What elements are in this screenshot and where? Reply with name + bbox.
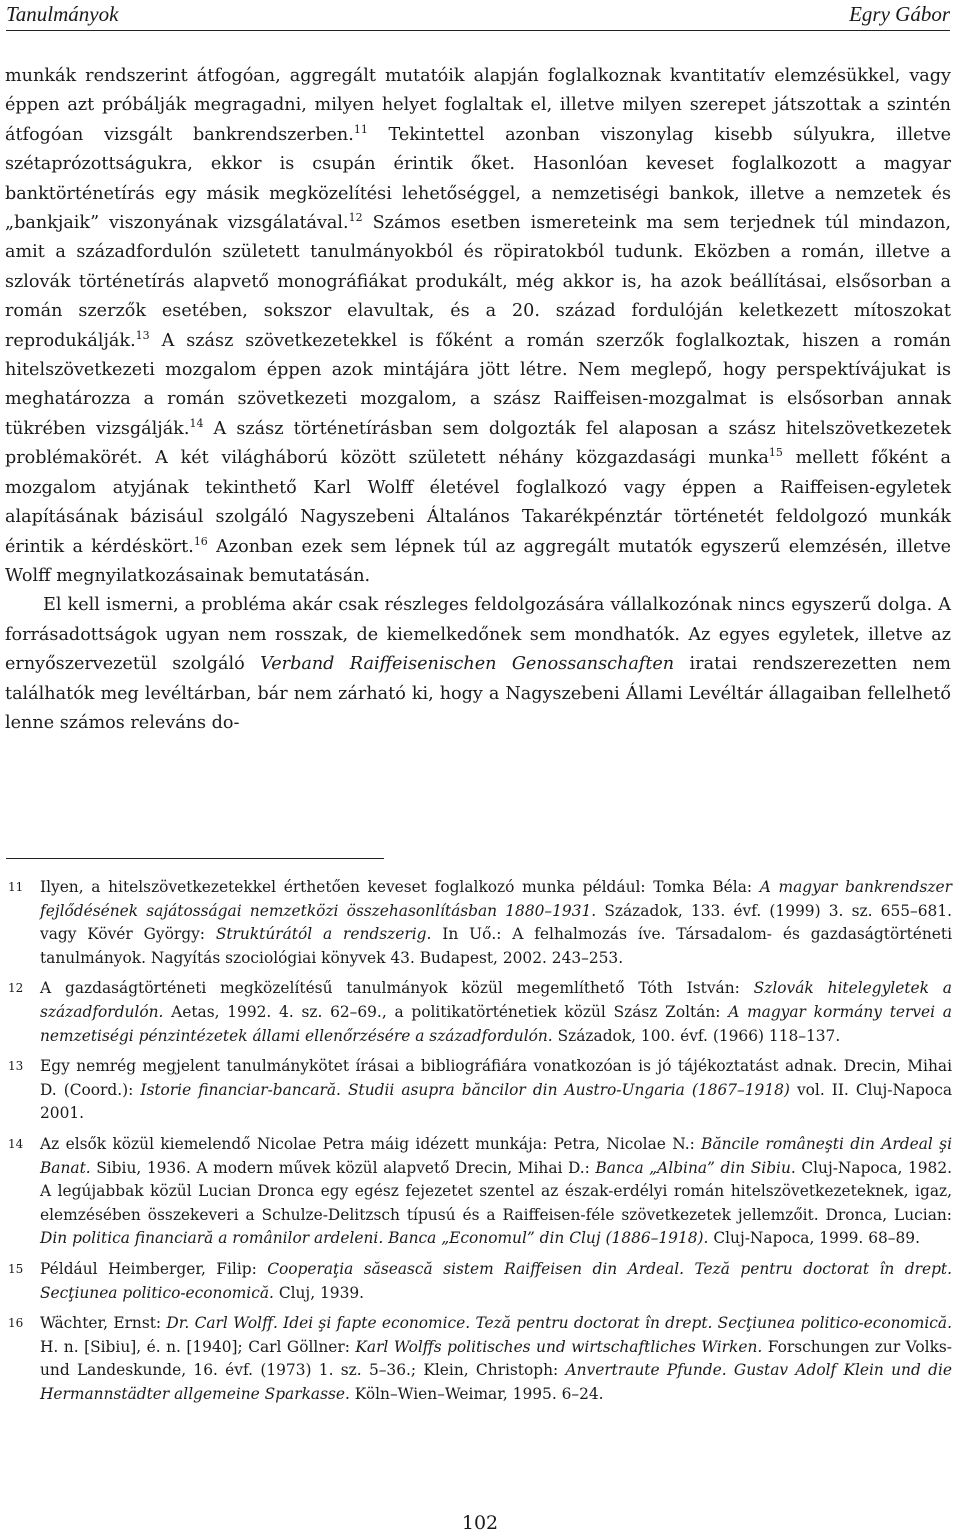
text-run: mellett főként a mozgalom atyjának tekinthető Karl Wolff életével foglalkozó vagy éppen a Raiffeisen-egyletek alapításának bázisául szolgáló Nagyszebeni Általános Takarékpénztár történetét feldolgozó munkák érintik a kérdéskört. (5, 448, 951, 557)
footnote-item (6, 1133, 952, 1251)
text-run: Cluj, 1939. (273, 1283, 365, 1302)
footnote-item (6, 876, 952, 970)
footnote-item (6, 1055, 952, 1126)
header-author-name: Egry Gábor (849, 2, 950, 26)
footnote-separator (6, 858, 384, 859)
text-run: Cluj-Napoca, 1982. A legújabbak közül Lucian Dronca egy egész fejezetet szentel az észak-erdélyi román hitelszövetkezeteknek, igaz, elemzésében összekeveri a Schulze-Delitzsch típusú és a Raiffeisen-féle szövetkezetek jellemzőit. Dronca, Lucian: (40, 1158, 952, 1224)
text-run: Egy nemrég megjelent tanulmánykötet írásai a bibliográfiára vonatkozóan is jó tájékoztatást adnak. Drecin, Mihai D. (Coord.): (40, 1057, 952, 1099)
italic-text: Istorie financiar-bancară. Studii asupra băncilor din Austro-Ungaria (1867–1918) (140, 1080, 790, 1099)
italic-text: Banca „Albina” din Sibiu. (595, 1158, 796, 1177)
text-run: vol. II. Cluj-Napoca 2001. (40, 1080, 952, 1123)
header-section-title: Tanulmányok (6, 2, 119, 26)
footnote-reference[interactable]: 12 (348, 211, 363, 225)
footnote-reference[interactable]: 11 (353, 122, 368, 136)
footnote-item (6, 1312, 952, 1406)
footnotes-section (6, 876, 952, 1413)
running-header (6, 0, 950, 31)
page-number: 102 (461, 1512, 499, 1534)
footnote-reference[interactable]: 15 (768, 446, 783, 460)
italic-text: Szlovák hitelegyletek a századfordulón. (40, 979, 952, 1021)
footnote-number: 14 (8, 1136, 24, 1151)
italic-text: Din politica financiară a românilor ardeleni. Banca „Economul” din Cluj (1886–1918). (40, 1229, 709, 1248)
italic-text: A magyar kormány tervei a nemzetiségi pénzintézetek állami ellenőrzésére a századfordulón. (40, 1002, 952, 1045)
text-run: Ilyen, a hitelszövetkezetekkel érthetően keveset foglalkozó munka például: Tomka Béla: (40, 878, 760, 896)
italic-text: Băncile româneşti din Ardeal şi Banat. (40, 1134, 952, 1177)
text-run: Cluj-Napoca, 1999. 68–89. (708, 1229, 920, 1248)
text-run: Századok, 133. évf. (1999) 3. sz. 655–681. vagy Kövér György: (40, 901, 953, 944)
text-run: Sibiu, 1936. A modern művek közül alapvető Drecin, Mihai D.: (90, 1158, 596, 1177)
text-run: Például Heimberger, Filip: (40, 1259, 268, 1278)
text-run: H. n. [Sibiu], é. n. [1940]; Carl Göllner: (40, 1337, 356, 1356)
footnote-number: 12 (8, 981, 24, 996)
text-run: A gazdaságtörténeti megközelítésű tanulmányok közül megemlíthető Tóth István: (40, 979, 754, 998)
text-run: munkák rendszerint átfogóan, aggregált mutatóik alapján foglalkoznak kvantitatív elemzésükkel, vagy éppen azt próbálják megragadni, milyen helyet foglaltak el, illetve milyen szerepet játszottak a szintén átfogóan vizsgált bankrendszerben. (5, 66, 951, 145)
text-run: Tekintettel azonban viszonylag kisebb súlyukra, illetve szétaprózottságukra, ekkor is csupán érintik őket. Hasonlóan keveset foglalkozott a magyar banktörténetírás egy másik megközelítési lehetőséggel, a nemzetiségi bankok, illetve a nemzetek és „bankjaik” viszonyának vizsgálatával. (5, 124, 951, 234)
text-run: Számos esetben ismereteink ma sem terjednek túl mindazon, amit a századfordulón született tanulmányokból és röpiratokból tudunk. Eközben a román, illetve a szlovák történetírás alapvető monográfiákat produkált, még akkor is, ha azok beállításai, elsősorban a román szerzők esetében, sokszor elavultak, és a 20. század fordulóján keletkezett mítoszokat reprodukálják. (5, 213, 951, 351)
italic-text: Cooperaţia săsească sistem Raiffeisen din Ardeal. Teză pentru doctorat în drept. Secţiunea politico-economică. (40, 1259, 952, 1302)
footnote-reference[interactable]: 16 (193, 534, 208, 548)
text-run: Századok, 100. évf. (1966) 118–137. (552, 1026, 841, 1045)
text-run: Az elsők közül kiemelendő Nicolae Petra máig idézett munkája: Petra, Nicolae N.: (40, 1134, 702, 1153)
footnote-number: 16 (8, 1316, 24, 1331)
text-run: A szász történetírásban sem dolgozták fel alaposan a szász hitelszövetkezetek problémakörét. A két világháború között született néhány közgazdasági munka (5, 418, 951, 469)
footnote-number: 15 (8, 1261, 24, 1276)
italic-text: Dr. Carl Wolff. Idei şi fapte economice. Teză pentru doctorat în drept. Secţiunea politico-economică. (166, 1314, 952, 1333)
text-run: Azonban ezek sem lépnek túl az aggregált mutatók egyszerű elemzésén, illetve Wolff megnyilatkozásainak bemutatásán. (5, 536, 951, 586)
text-run: In Uő.: A felhalmozás íve. Társadalom- és gazdaságtörténeti tanulmányok. Nagyítás szociológiai könyvek 43. Budapest, 2002. 243–253. (40, 925, 953, 967)
body-paragraph (5, 591, 951, 738)
text-run: Aetas, 1992. 4. sz. 62–69., a politikatörténetiek közül Szász Zoltán: (163, 1002, 729, 1021)
italic-text: Anvertraute Pfunde. Gustav Adolf Klein und die Hermannstädter allgemeine Sparkasse. (40, 1361, 952, 1403)
italic-text: Karl Wolffs politisches und wirtschaftliches Wirken. (355, 1337, 763, 1356)
italic-text: Verband Raiffeisenischen Genossanschaften (260, 654, 675, 675)
italic-text: Struktúrától a rendszerig. (215, 925, 432, 944)
text-run: Köln–Wien–Weimar, 1995. 6–24. (349, 1384, 604, 1403)
footnote-number: 13 (8, 1059, 24, 1074)
footnote-item (6, 1258, 952, 1305)
text-run: Wächter, Ernst: (40, 1314, 167, 1333)
text-run: El kell ismerni, a probléma akár csak részleges feldolgozására vállalkozónak nincs egyszerű dolga. A forrásadottságok ugyan nem rosszak, de kiemelkedőnek sem mondhatók. Az egyes egyletek, illetve az ernyőszervezetül szolgáló (5, 595, 951, 675)
footnote-reference[interactable]: 14 (189, 417, 204, 431)
footnote-reference[interactable]: 13 (135, 328, 150, 342)
main-body-text (5, 62, 951, 738)
italic-text: A magyar bankrendszer fejlődésének sajátosságai nemzetközi összehasonlításban 1880–1931. (40, 878, 952, 920)
text-run: iratai rendszerezetten nem találhatók meg levéltárban, bár nem zárható ki, hogy a Nagyszebeni Állami Levéltár állagaiban fellelhető lenne számos releváns do- (5, 654, 951, 733)
footnote-item (6, 977, 952, 1048)
text-run: A szász szövetkezetekkel is főként a román szerzők foglalkoztak, hiszen a román hitelszövetkezeti mozgalom éppen azok mintájára jött létre. Nem meglepő, hogy perspektívájukat is meghatározza a román szövetkezeti mozgalom, a szász Raiffeisen-mozgalmat is elsősorban annak tükrében vizsgálják. (5, 330, 951, 439)
body-paragraph (5, 62, 951, 591)
footnote-number: 11 (8, 880, 24, 894)
text-run: Forschungen zur Volks- und Landeskunde, 16. évf. (1973) 1. sz. 5–36.; Klein, Christoph: (40, 1337, 953, 1380)
